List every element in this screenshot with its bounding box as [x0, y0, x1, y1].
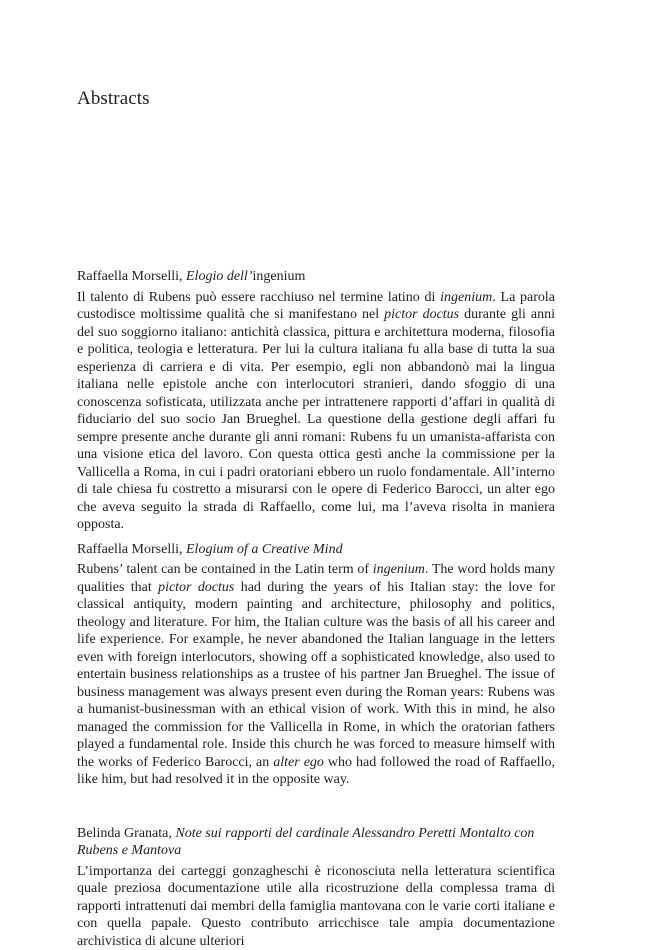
abstract-title-plain: ingenium	[253, 269, 306, 284]
abstract-heading	[77, 541, 555, 559]
abstract-item	[77, 825, 555, 950]
text-run: had during the years of his Italian stay: the love for classical antiquity, modern painting and architecture, philosophy and politics, theology and literature. For him, the Italian culture was the basis of all his career and life experience. For example, he never abandoned the Italian language in the letters even with foreign interlocutors, showing off a sophisticated knowledge, also used to entertain business relationships as a trustee of his partner Jan Brueghel. The issue of business management was always present even during the Roman years: Rubens was a humanist-businessman with an ethical vision of work. With this in mind, he also managed the commission for the Vallicella in Rome, in which the oratorian fathers played a fundamental role. Inside this church he was forced to measure himself with the works of Federico Barocci, an	[77, 580, 555, 770]
abstract-author: Belinda Granata,	[77, 826, 175, 841]
abstract-title-italic: Elogio dell’	[186, 269, 253, 284]
text-run-italic: alter ego	[273, 755, 324, 770]
page-title: Abstracts	[77, 88, 150, 110]
text-run-italic: pictor doctus	[158, 580, 234, 595]
abstract-title-italic: Note sui rapporti del cardinale Alessandro Peretti Montalto con Rubens e Mantova	[77, 826, 534, 859]
text-run: . La parola custodisce moltissime qualità che si manifestano nel	[77, 290, 555, 323]
abstract-item	[77, 268, 555, 534]
abstract-title-italic: Elogium of a Creative Mind	[186, 542, 343, 557]
text-run: . The word holds many qualities that	[77, 562, 555, 595]
abstracts-list	[77, 268, 555, 950]
text-run: Il talento di Rubens può essere racchiuso nel termine latino di	[77, 290, 440, 305]
abstract-heading	[77, 268, 555, 286]
text-run-italic: pictor doctus	[384, 307, 459, 322]
abstract-body	[77, 289, 555, 534]
abstract-author: Raffaella Morselli,	[77, 542, 186, 557]
text-run: L’importanza dei carteggi gonzagheschi è riconosciuta nella letteratura scientifica quale preziosa documentazione utile alla ricostruzione della complessa trama di rapporti intrattenuti dai membri della famiglia mantovana con le varie corti italiane e con quella papale. Questo contributo arricchisce tale ampia documentazione archivistica di alcune ulteriori	[77, 864, 555, 949]
abstract-body	[77, 863, 555, 950]
text-run: Rubens’ talent can be contained in the Latin term of	[77, 562, 373, 577]
abstract-author: Raffaella Morselli,	[77, 269, 186, 284]
text-run-italic: ingenium	[373, 562, 425, 577]
text-run: who had followed the road of Raffaello, like him, but had resolved it in the opposite way.	[77, 755, 555, 788]
abstract-item	[77, 541, 555, 789]
text-run-italic: ingenium	[440, 290, 492, 305]
abstract-heading	[77, 825, 555, 860]
text-run: durante gli anni del suo soggiorno italiano: antichità classica, pittura e architettura moderna, filosofia e politica, teologia e letteratura. Per lui la cultura italiana fu alla base di tutta la sua esperienza di carriera e di vita. Per esempio, egli non abbandonò mai la lingua italiana nelle epistole anche con interlocutori stranieri, dando sfoggio di una conoscenza sofisticata, utilizzata anche per intrattenere rapporti d’affari in qualità di fiduciario del suo socio Jan Brueghel. La questione della gestione degli affari fu sempre presente anche durante gli anni romani: Rubens fu un umanista-affarista con una visione etica del lavoro. Con questa ottica gestì anche la commissione per la Vallicella a Roma, in cui i padri oratoriani ebbero un ruolo fondamentale. All’interno di tale chiesa fu costretto a misurarsi con le opere di Federico Barocci, un alter ego che aveva seguito la strada di Raffaello, come lui, ma l’aveva risolta in maniera opposta.	[77, 307, 555, 532]
abstract-body	[77, 561, 555, 789]
